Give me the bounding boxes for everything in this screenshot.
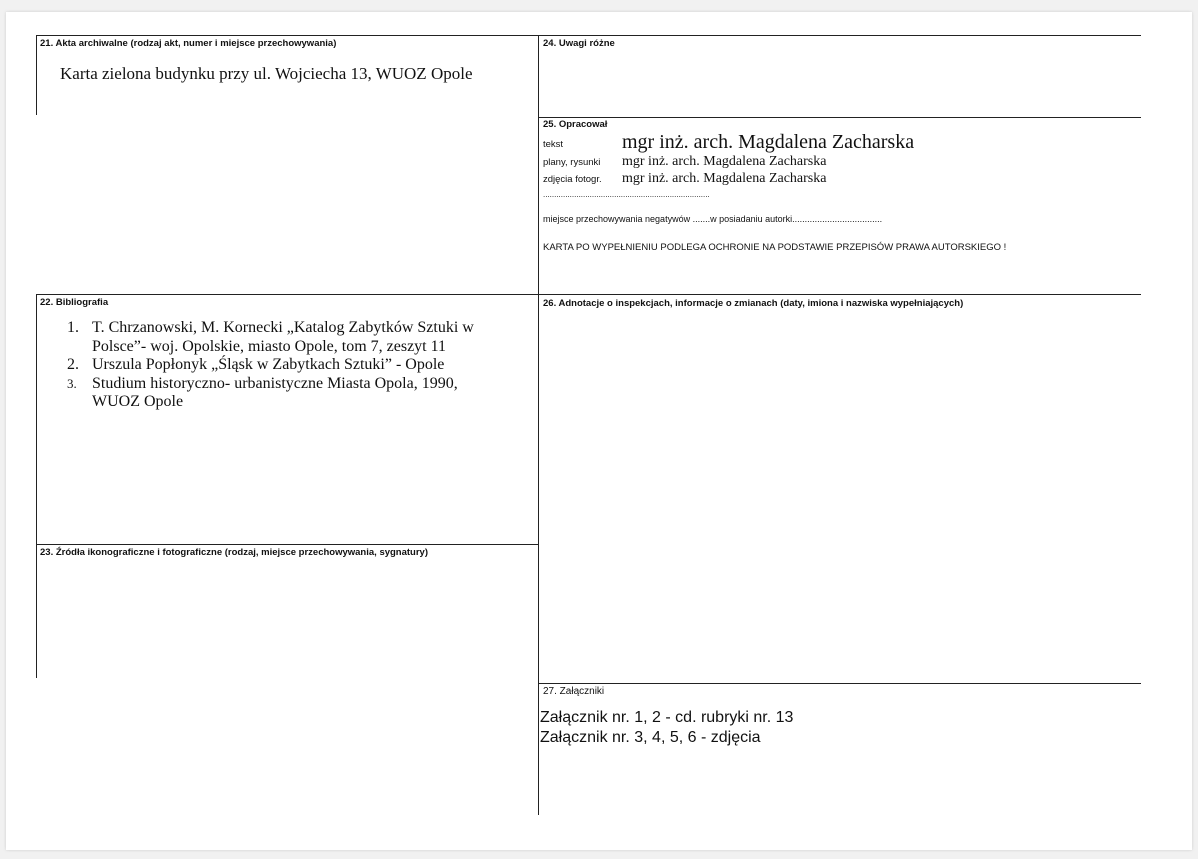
top-rule (36, 35, 1141, 36)
section-26-label: 26. Adnotacje o inspekcjach, informacje o zmianach (daty, imiona i nazwiska wypełniających) (543, 298, 964, 309)
section-23-label: 23. Źródła ikonograficzne i fotograficzne (rodzaj, miejsce przechowywania, sygnatury) (40, 547, 429, 558)
rule-27 (538, 683, 1141, 684)
bibliography-list (59, 319, 489, 412)
negatives-storage: miejsce przechowywania negatywów .......w posiadaniu autorki.................................... (543, 214, 883, 224)
list-item-number: 3. (67, 375, 77, 391)
list-item-line: Studium historyczno- urbanistyczne Miasta Opola, 1990, (92, 374, 458, 392)
section-25-label: 25. Opracował (543, 119, 608, 130)
rule-23 (36, 544, 538, 545)
section-24-label: 24. Uwagi różne (543, 38, 615, 49)
rule-24-25 (538, 117, 1141, 118)
list-item (59, 319, 489, 356)
list-item-line: Urszula Popłonyk „Śląsk w Zabytkach Sztuki” - Opole (92, 356, 445, 373)
left-rule-upper (36, 35, 37, 115)
list-item-number: 1. (67, 319, 79, 336)
left-rule-23 (36, 544, 37, 678)
list-item-line: T. Chrzanowski, M. Kornecki „Katalog Zabytków Sztuki w (92, 319, 474, 336)
list-item (59, 375, 489, 412)
section-21-label: 21. Akta archiwalne (rodzaj akt, numer i miejsce przechowywania) (40, 38, 337, 49)
attachment-line-1: Załącznik nr. 1, 2 - cd. rubryki nr. 13 (540, 709, 794, 726)
section-21-content: Karta zielona budynku przy ul. Wojciecha 13, WUOZ Opole (60, 64, 473, 83)
rule-22-26 (36, 294, 1141, 295)
tekst-value: mgr inż. arch. Magdalena Zacharska (622, 131, 915, 153)
list-item (59, 356, 489, 375)
tekst-label: tekst (543, 139, 564, 150)
left-rule-22 (36, 294, 37, 544)
section-22-label: 22. Bibliografia (40, 297, 109, 308)
zdjecia-value: mgr inż. arch. Magdalena Zacharska (622, 171, 827, 186)
list-item-line: Polsce”- woj. Opolskie, miasto Opole, tom 7, zeszyt 11 (92, 337, 447, 355)
section-27-label: 27. Załączniki (543, 686, 605, 697)
attachment-line-2: Załącznik nr. 3, 4, 5, 6 - zdjęcia (540, 729, 761, 746)
plany-label: plany, rysunki (543, 157, 601, 168)
copyright-notice: KARTA PO WYPEŁNIENIU PODLEGA OCHRONIE NA PODSTAWIE PRZEPISÓW PRAWA AUTORSKIEGO ! (543, 242, 1007, 253)
dotted-line: ........................................................................... (543, 190, 710, 199)
zdjecia-label: zdjęcia fotogr. (543, 174, 602, 185)
plany-value: mgr inż. arch. Magdalena Zacharska (622, 154, 827, 169)
list-item-line: WUOZ Opole (92, 393, 184, 410)
center-rule (538, 35, 539, 815)
list-item-number: 2. (67, 356, 79, 373)
